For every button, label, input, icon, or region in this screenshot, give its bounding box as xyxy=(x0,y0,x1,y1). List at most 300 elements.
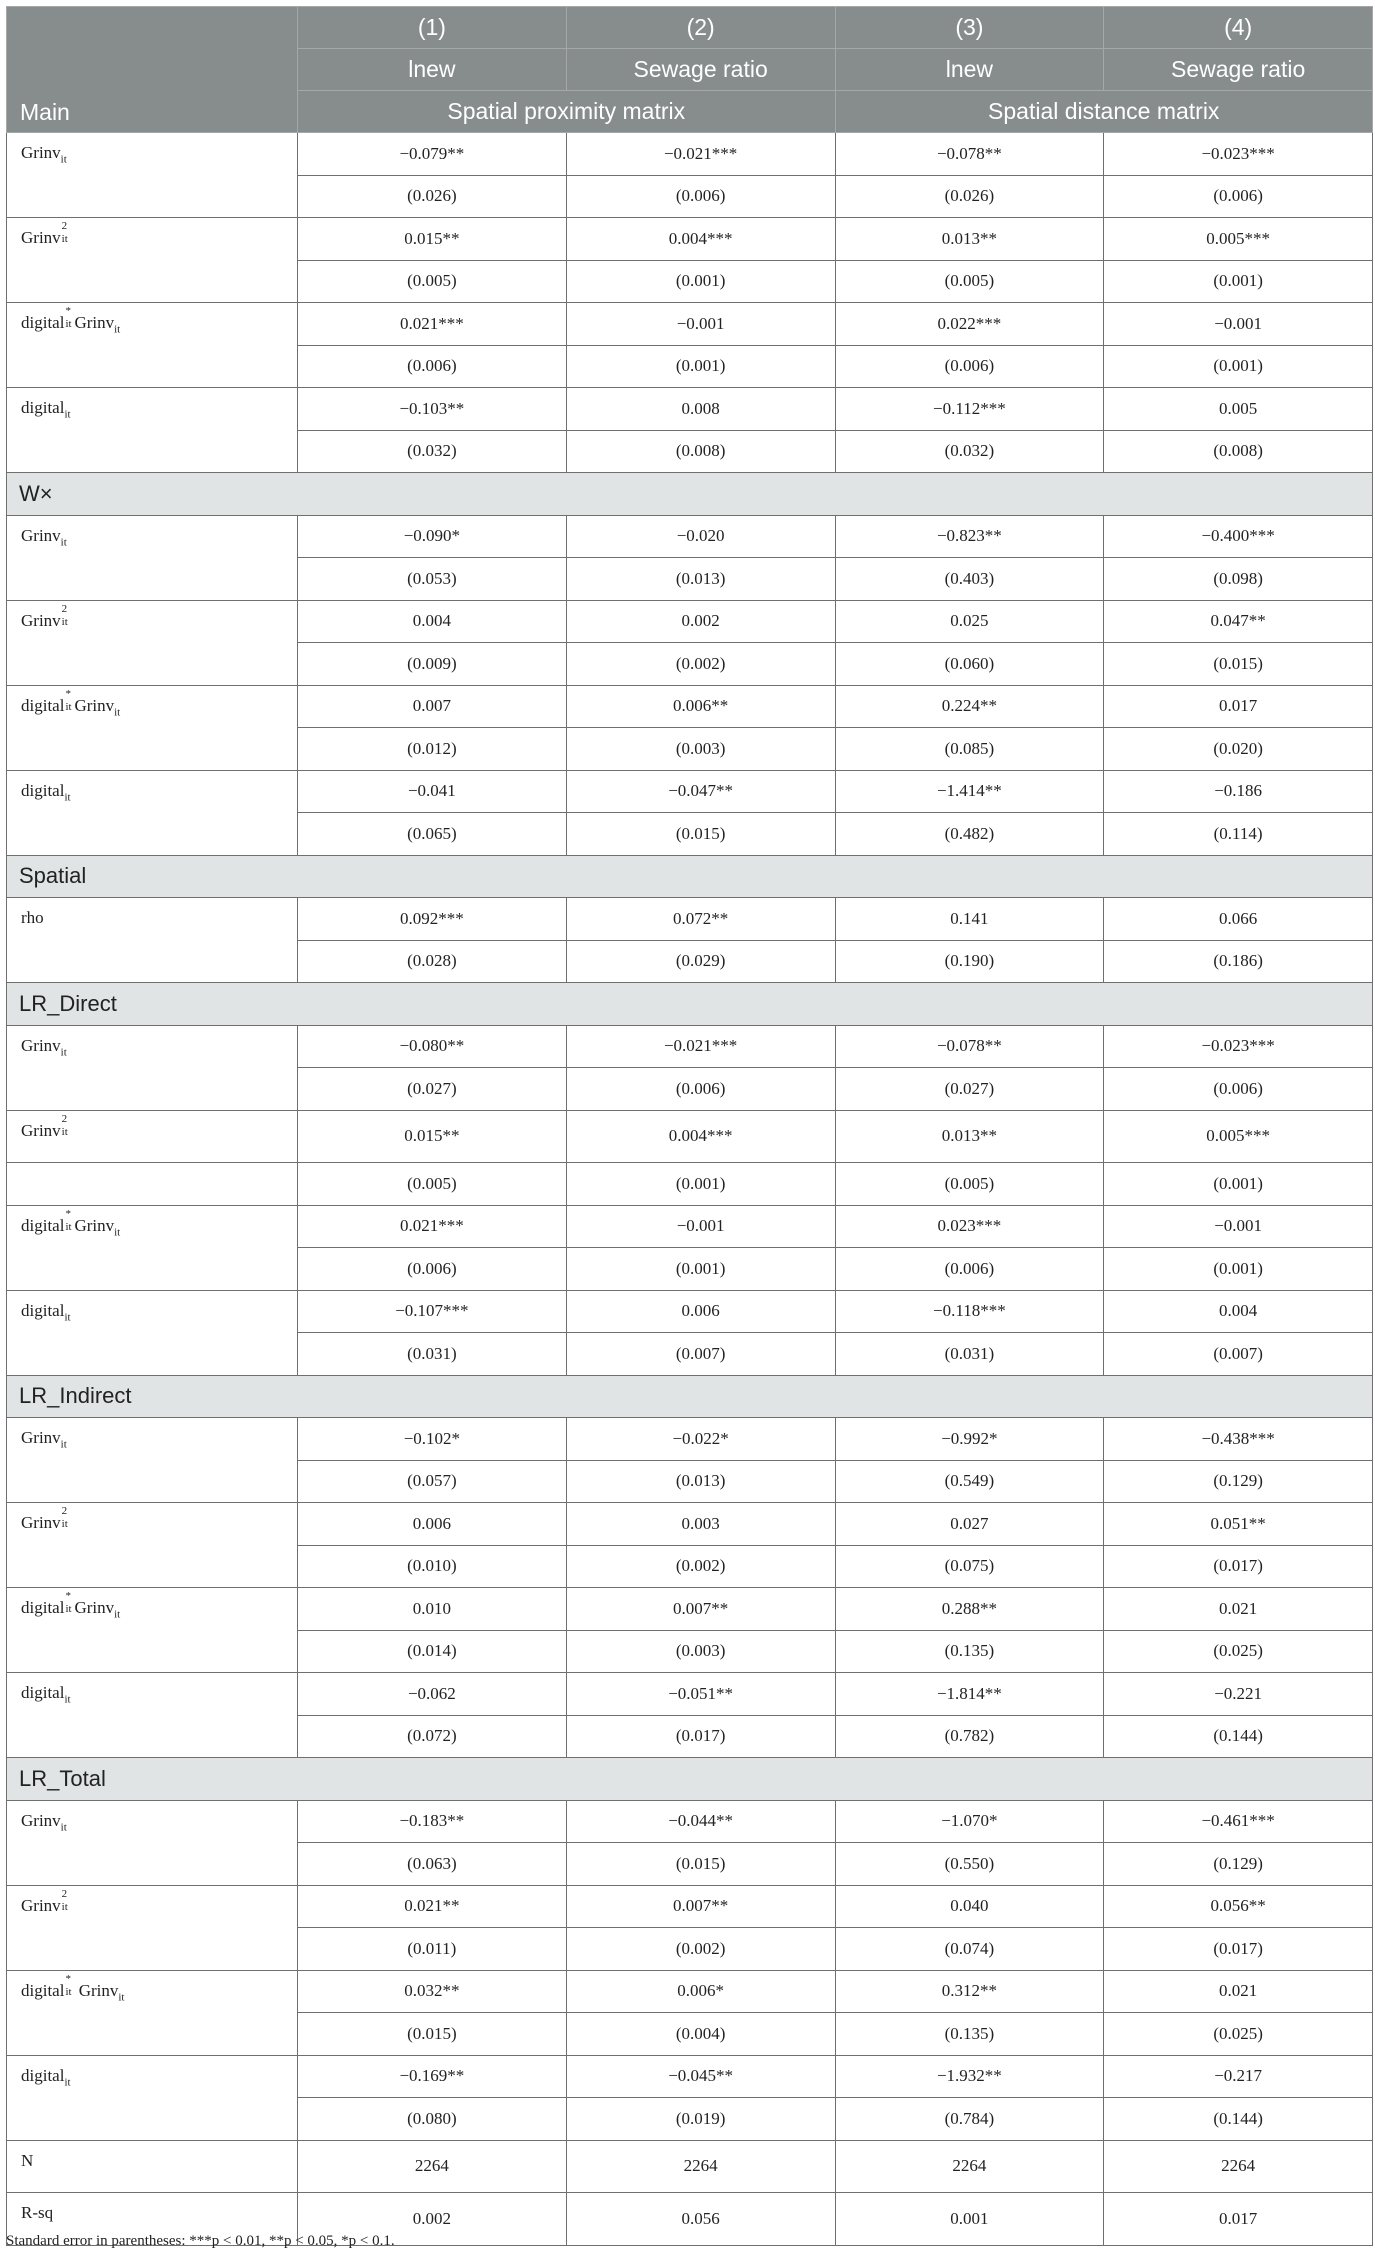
section-header-row xyxy=(7,983,1373,1026)
sub-sup-script xyxy=(64,1207,74,1233)
se-cell: (0.072) xyxy=(298,1715,567,1758)
var-name: digital xyxy=(21,1683,65,1702)
coef-cell: −0.020 xyxy=(566,515,835,558)
subscript: it xyxy=(65,700,72,713)
se-cell: (0.006) xyxy=(298,1248,567,1291)
superscript: 2 xyxy=(61,1505,68,1517)
subscript-2: it xyxy=(114,323,121,336)
coef-cell: 0.004 xyxy=(1104,1290,1373,1333)
regression-table-container xyxy=(6,6,1372,2246)
variable-label xyxy=(7,1800,298,1885)
coef-cell: −1.070* xyxy=(835,1800,1104,1843)
variable-label xyxy=(7,600,298,685)
coef-cell: −0.023*** xyxy=(1104,133,1373,176)
variable-label xyxy=(7,1673,298,1758)
se-cell: (0.008) xyxy=(1104,430,1373,473)
var-name: digital xyxy=(21,695,65,715)
coef-row xyxy=(7,1418,1373,1461)
se-cell: (0.005) xyxy=(298,1163,567,1206)
variable-label xyxy=(7,2055,298,2140)
variable-label xyxy=(7,1110,298,1163)
superscript: * xyxy=(65,687,71,700)
coef-cell: 0.003 xyxy=(566,1503,835,1546)
subscript: it xyxy=(64,2075,71,2088)
se-cell: (0.784) xyxy=(835,2098,1104,2141)
subscript: it xyxy=(64,1310,71,1323)
header-row-numbers xyxy=(7,7,1373,49)
coef-row xyxy=(7,388,1373,431)
subscript: it xyxy=(65,1985,72,1998)
se-cell: (0.011) xyxy=(298,1928,567,1971)
variable-label xyxy=(7,1970,298,2055)
coef-cell: 0.288** xyxy=(835,1588,1104,1631)
coef-row xyxy=(7,1503,1373,1546)
se-cell: (0.015) xyxy=(298,2013,567,2056)
regression-table xyxy=(6,6,1373,2246)
subscript: it xyxy=(61,233,68,245)
coef-cell: −0.217 xyxy=(1104,2055,1373,2098)
coef-cell: 0.006** xyxy=(566,685,835,728)
empty-label-cell xyxy=(7,1163,298,1206)
variable-label xyxy=(7,133,298,218)
superscript: * xyxy=(65,1207,71,1220)
coef-cell: 0.006* xyxy=(566,1970,835,2013)
matrix-proximity: Spatial proximity matrix xyxy=(298,91,836,133)
coef-cell: 0.013** xyxy=(835,218,1104,261)
coef-cell: −0.001 xyxy=(566,1205,835,1248)
coef-row xyxy=(7,218,1373,261)
section-title: LR_Indirect xyxy=(7,1375,1373,1418)
se-cell: (0.063) xyxy=(298,1843,567,1886)
se-cell: (0.003) xyxy=(566,1630,835,1673)
subscript: it xyxy=(64,408,71,421)
var-name: Grinv xyxy=(21,228,61,247)
se-cell: (0.144) xyxy=(1104,1715,1373,1758)
var-name-2: Grinv xyxy=(74,1598,115,1617)
coef-cell: 0.021 xyxy=(1104,1970,1373,2013)
se-cell: (0.025) xyxy=(1104,1630,1373,1673)
variable-label xyxy=(7,303,298,388)
subscript-2: it xyxy=(114,1225,121,1238)
se-cell: (0.031) xyxy=(835,1333,1104,1376)
se-cell: (0.057) xyxy=(298,1460,567,1503)
se-cell: (0.060) xyxy=(835,643,1104,686)
se-cell: (0.006) xyxy=(298,345,567,388)
se-cell: (0.782) xyxy=(835,1715,1104,1758)
section-header-row xyxy=(7,1375,1373,1418)
dep-var-4: Sewage ratio xyxy=(1104,49,1373,91)
se-cell: (0.008) xyxy=(566,430,835,473)
coef-cell: −0.047** xyxy=(566,770,835,813)
coef-row xyxy=(7,1885,1373,1928)
coef-cell: 0.047** xyxy=(1104,600,1373,643)
se-cell: (0.026) xyxy=(298,175,567,218)
subscript: it xyxy=(64,790,71,803)
subscript: it xyxy=(60,1820,67,1833)
coef-row xyxy=(7,1025,1373,1068)
se-cell: (0.053) xyxy=(298,558,567,601)
coef-cell: 0.312** xyxy=(835,1970,1104,2013)
var-name: Grinv xyxy=(21,1513,61,1532)
coef-row xyxy=(7,1588,1373,1631)
var-name: digital xyxy=(21,313,65,332)
se-cell: (0.001) xyxy=(566,260,835,303)
coef-cell: −0.221 xyxy=(1104,1673,1373,1716)
header-stub: Main xyxy=(7,7,298,133)
se-row xyxy=(7,1163,1373,1206)
stat-value: 2264 xyxy=(835,2140,1104,2193)
var-name: rho xyxy=(21,908,44,927)
coef-cell: 0.015** xyxy=(298,1110,567,1163)
se-cell: (0.020) xyxy=(1104,728,1373,771)
var-name: digital xyxy=(21,1598,65,1617)
matrix-distance: Spatial distance matrix xyxy=(835,91,1373,133)
se-cell: (0.005) xyxy=(298,260,567,303)
se-cell: (0.032) xyxy=(835,430,1104,473)
section-title: W× xyxy=(7,473,1373,516)
variable-label xyxy=(7,388,298,473)
sub-sup-script xyxy=(61,1887,71,1913)
superscript: * xyxy=(65,1972,71,1985)
se-cell: (0.129) xyxy=(1104,1843,1373,1886)
var-name: digital xyxy=(21,780,65,800)
coef-cell: 0.007** xyxy=(566,1885,835,1928)
variable-label xyxy=(7,1025,298,1110)
stat-value: 2264 xyxy=(1104,2140,1373,2193)
var-name: Grinv xyxy=(21,1895,61,1915)
stat-value: 0.017 xyxy=(1104,2193,1373,2246)
stat-value: 0.056 xyxy=(566,2193,835,2246)
stat-value: 2264 xyxy=(298,2140,567,2193)
coef-cell: −1.932** xyxy=(835,2055,1104,2098)
dep-var-2: Sewage ratio xyxy=(566,49,835,91)
sub-sup-script xyxy=(61,1505,71,1530)
var-name: Grinv xyxy=(21,1428,61,1447)
col-number-3: (3) xyxy=(835,7,1104,49)
var-name-2: Grinv xyxy=(74,1980,119,2000)
superscript: 2 xyxy=(61,1887,68,1900)
coef-cell: −0.021*** xyxy=(566,1025,835,1068)
subscript: it xyxy=(60,1438,67,1451)
se-cell: (0.007) xyxy=(566,1333,835,1376)
subscript: it xyxy=(61,615,68,628)
se-cell: (0.032) xyxy=(298,430,567,473)
coef-cell: −0.103** xyxy=(298,388,567,431)
table-footnote: Standard error in parentheses: ***p < 0.01, **p < 0.05, *p < 0.1. xyxy=(6,2233,395,2249)
coef-cell: 0.032** xyxy=(298,1970,567,2013)
coef-cell: −0.112*** xyxy=(835,388,1104,431)
se-cell: (0.002) xyxy=(566,643,835,686)
col-number-4: (4) xyxy=(1104,7,1373,49)
subscript: it xyxy=(61,1900,68,1913)
se-cell: (0.017) xyxy=(566,1715,835,1758)
var-name: Grinv xyxy=(21,1810,61,1830)
coef-row xyxy=(7,1800,1373,1843)
se-cell: (0.015) xyxy=(566,1843,835,1886)
stat-value: 2264 xyxy=(566,2140,835,2193)
coef-cell: −0.461*** xyxy=(1104,1800,1373,1843)
se-cell: (0.010) xyxy=(298,1545,567,1588)
coef-cell: −0.001 xyxy=(1104,303,1373,346)
coef-cell: 0.008 xyxy=(566,388,835,431)
coef-cell: −0.001 xyxy=(566,303,835,346)
subscript: it xyxy=(60,1045,67,1058)
sub-sup-script xyxy=(64,305,74,330)
coef-cell: −0.023*** xyxy=(1104,1025,1373,1068)
se-cell: (0.009) xyxy=(298,643,567,686)
se-cell: (0.029) xyxy=(566,940,835,983)
coef-cell: −0.118*** xyxy=(835,1290,1104,1333)
coef-cell: 0.005 xyxy=(1104,388,1373,431)
var-name: digital xyxy=(21,2065,65,2085)
coef-cell: 0.004 xyxy=(298,600,567,643)
coef-cell: 0.022*** xyxy=(835,303,1104,346)
se-cell: (0.006) xyxy=(1104,1068,1373,1111)
variable-label xyxy=(7,515,298,600)
sub-sup-script xyxy=(61,602,71,628)
se-cell: (0.014) xyxy=(298,1630,567,1673)
coef-cell: −0.080** xyxy=(298,1025,567,1068)
se-cell: (0.001) xyxy=(1104,345,1373,388)
superscript: * xyxy=(65,1590,71,1602)
dep-var-3: lnew xyxy=(835,49,1104,91)
coef-cell: 0.021** xyxy=(298,1885,567,1928)
se-cell: (0.015) xyxy=(1104,643,1373,686)
coef-cell: 0.013** xyxy=(835,1110,1104,1163)
coef-cell: 0.015** xyxy=(298,218,567,261)
se-cell: (0.006) xyxy=(566,175,835,218)
se-cell: (0.080) xyxy=(298,2098,567,2141)
coef-cell: −1.814** xyxy=(835,1673,1104,1716)
coef-cell: 0.056** xyxy=(1104,1885,1373,1928)
se-cell: (0.005) xyxy=(835,1163,1104,1206)
subscript: it xyxy=(64,1693,71,1706)
coef-cell: 0.051** xyxy=(1104,1503,1373,1546)
se-cell: (0.135) xyxy=(835,1630,1104,1673)
sub-sup-script xyxy=(64,1590,74,1615)
section-header-row xyxy=(7,855,1373,898)
subscript: it xyxy=(60,535,67,548)
var-name-2: Grinv xyxy=(74,695,115,715)
se-cell: (0.013) xyxy=(566,558,835,601)
se-cell: (0.019) xyxy=(566,2098,835,2141)
coef-cell: 0.021*** xyxy=(298,303,567,346)
subscript: it xyxy=(65,318,72,330)
se-cell: (0.027) xyxy=(835,1068,1104,1111)
var-name-2: Grinv xyxy=(74,1215,115,1235)
variable-label xyxy=(7,218,298,303)
variable-label xyxy=(7,685,298,770)
se-cell: (0.005) xyxy=(835,260,1104,303)
sub-sup-script xyxy=(64,1972,74,1998)
coef-cell: −0.183** xyxy=(298,1800,567,1843)
coef-cell: 0.021 xyxy=(1104,1588,1373,1631)
table-body xyxy=(7,133,1373,2246)
sub-sup-script xyxy=(61,1112,71,1138)
se-cell: (0.027) xyxy=(298,1068,567,1111)
se-cell: (0.001) xyxy=(566,1163,835,1206)
se-cell: (0.550) xyxy=(835,1843,1104,1886)
se-cell: (0.135) xyxy=(835,2013,1104,2056)
se-cell: (0.013) xyxy=(566,1460,835,1503)
coef-cell: 0.066 xyxy=(1104,898,1373,941)
se-cell: (0.001) xyxy=(1104,1248,1373,1291)
subscript-2: it xyxy=(114,1608,121,1621)
se-cell: (0.031) xyxy=(298,1333,567,1376)
coef-row xyxy=(7,1970,1373,2013)
var-name: Grinv xyxy=(21,143,61,162)
stat-label: N xyxy=(7,2140,298,2193)
se-cell: (0.190) xyxy=(835,940,1104,983)
variable-label xyxy=(7,1205,298,1290)
var-name: digital xyxy=(21,398,65,417)
superscript: 2 xyxy=(61,602,68,615)
coef-cell: −0.823** xyxy=(835,515,1104,558)
coef-cell: −0.022* xyxy=(566,1418,835,1461)
table-header xyxy=(7,7,1373,133)
coef-cell: 0.010 xyxy=(298,1588,567,1631)
se-cell: (0.007) xyxy=(1104,1333,1373,1376)
coef-cell: −0.090* xyxy=(298,515,567,558)
coef-cell: 0.002 xyxy=(566,600,835,643)
se-cell: (0.003) xyxy=(566,728,835,771)
superscript: * xyxy=(65,305,71,317)
se-cell: (0.006) xyxy=(566,1068,835,1111)
subscript-2: it xyxy=(114,705,121,718)
coef-row xyxy=(7,2055,1373,2098)
coef-cell: 0.072** xyxy=(566,898,835,941)
coef-cell: 0.141 xyxy=(835,898,1104,941)
coef-cell: 0.021*** xyxy=(298,1205,567,1248)
coef-cell: −0.044** xyxy=(566,1800,835,1843)
sub-sup-script xyxy=(61,220,71,245)
se-cell: (0.065) xyxy=(298,813,567,856)
coef-cell: 0.005*** xyxy=(1104,218,1373,261)
coef-cell: −0.045** xyxy=(566,2055,835,2098)
coef-cell: −0.078** xyxy=(835,1025,1104,1068)
variable-label xyxy=(7,1885,298,1970)
se-cell: (0.004) xyxy=(566,2013,835,2056)
se-cell: (0.114) xyxy=(1104,813,1373,856)
coef-cell: 0.005*** xyxy=(1104,1110,1373,1163)
coef-cell: 0.017 xyxy=(1104,685,1373,728)
coef-cell: 0.025 xyxy=(835,600,1104,643)
coef-cell: −0.041 xyxy=(298,770,567,813)
var-name: Grinv xyxy=(21,1035,61,1055)
se-cell: (0.025) xyxy=(1104,2013,1373,2056)
col-number-2: (2) xyxy=(566,7,835,49)
coef-cell: −0.021*** xyxy=(566,133,835,176)
var-name: Grinv xyxy=(21,525,61,545)
var-name: digital xyxy=(21,1980,65,2000)
var-name: digital xyxy=(21,1215,65,1235)
se-cell: (0.026) xyxy=(835,175,1104,218)
se-cell: (0.075) xyxy=(835,1545,1104,1588)
se-cell: (0.098) xyxy=(1104,558,1373,601)
coef-cell: 0.040 xyxy=(835,1885,1104,1928)
subscript: it xyxy=(61,1125,68,1138)
coef-row xyxy=(7,515,1373,558)
coef-cell: −0.079** xyxy=(298,133,567,176)
stat-value: 0.001 xyxy=(835,2193,1104,2246)
subscript: it xyxy=(60,153,67,166)
section-header-row xyxy=(7,473,1373,516)
variable-label xyxy=(7,898,298,983)
coef-row xyxy=(7,1110,1373,1163)
coef-cell: −0.062 xyxy=(298,1673,567,1716)
coef-cell: −0.438*** xyxy=(1104,1418,1373,1461)
coef-cell: 0.023*** xyxy=(835,1205,1104,1248)
coef-cell: −0.107*** xyxy=(298,1290,567,1333)
se-cell: (0.129) xyxy=(1104,1460,1373,1503)
se-cell: (0.549) xyxy=(835,1460,1104,1503)
coef-cell: 0.004*** xyxy=(566,1110,835,1163)
coef-cell: 0.092*** xyxy=(298,898,567,941)
coef-row xyxy=(7,1290,1373,1333)
coef-row xyxy=(7,600,1373,643)
coef-row xyxy=(7,1673,1373,1716)
coef-row xyxy=(7,898,1373,941)
se-cell: (0.001) xyxy=(1104,1163,1373,1206)
dep-var-1: lnew xyxy=(298,49,567,91)
se-cell: (0.017) xyxy=(1104,1545,1373,1588)
coef-cell: 0.006 xyxy=(566,1290,835,1333)
section-header-row xyxy=(7,1758,1373,1801)
var-name: Grinv xyxy=(21,1120,61,1140)
se-cell: (0.017) xyxy=(1104,1928,1373,1971)
col-number-1: (1) xyxy=(298,7,567,49)
stat-label: R-sq xyxy=(7,2193,298,2246)
se-cell: (0.482) xyxy=(835,813,1104,856)
coef-cell: −0.400*** xyxy=(1104,515,1373,558)
var-name: digital xyxy=(21,1300,65,1320)
coef-cell: 0.006 xyxy=(298,1503,567,1546)
se-cell: (0.006) xyxy=(835,345,1104,388)
subscript: it xyxy=(65,1220,72,1233)
se-cell: (0.186) xyxy=(1104,940,1373,983)
se-cell: (0.074) xyxy=(835,1928,1104,1971)
se-cell: (0.002) xyxy=(566,1545,835,1588)
section-title: LR_Direct xyxy=(7,983,1373,1026)
se-cell: (0.028) xyxy=(298,940,567,983)
section-title: Spatial xyxy=(7,855,1373,898)
variable-label xyxy=(7,1503,298,1588)
coef-cell: −0.169** xyxy=(298,2055,567,2098)
coef-cell: 0.007 xyxy=(298,685,567,728)
coef-cell: −0.102* xyxy=(298,1418,567,1461)
se-cell: (0.012) xyxy=(298,728,567,771)
se-cell: (0.403) xyxy=(835,558,1104,601)
coef-cell: 0.027 xyxy=(835,1503,1104,1546)
coef-cell: −0.051** xyxy=(566,1673,835,1716)
coef-cell: 0.224** xyxy=(835,685,1104,728)
stat-row xyxy=(7,2140,1373,2193)
variable-label xyxy=(7,1588,298,1673)
coef-row xyxy=(7,133,1373,176)
se-cell: (0.006) xyxy=(835,1248,1104,1291)
var-name-2: Grinv xyxy=(74,313,115,332)
subscript-2: it xyxy=(118,1990,125,2003)
coef-row xyxy=(7,303,1373,346)
se-cell: (0.085) xyxy=(835,728,1104,771)
coef-cell: 0.007** xyxy=(566,1588,835,1631)
coef-cell: −0.078** xyxy=(835,133,1104,176)
variable-label xyxy=(7,770,298,855)
subscript: it xyxy=(65,1603,72,1615)
se-cell: (0.001) xyxy=(566,1248,835,1291)
coef-row xyxy=(7,1205,1373,1248)
coef-cell: −1.414** xyxy=(835,770,1104,813)
